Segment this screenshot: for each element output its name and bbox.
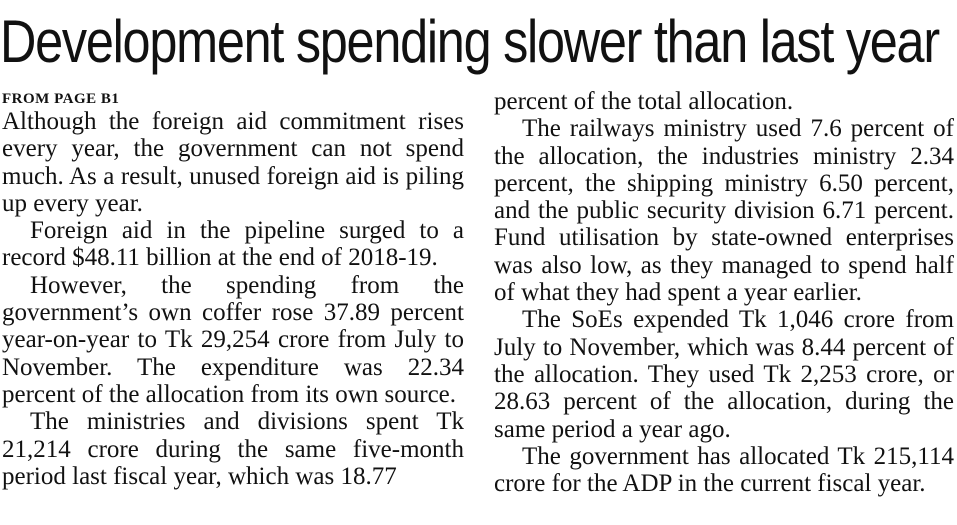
paragraph: Foreign aid in the pipeline surged to a record $48.11 billion at the end of 2018-19.	[2, 217, 464, 272]
headline: Development spending slower than last year	[0, 8, 939, 75]
article-column-right	[494, 90, 954, 497]
paragraph: The SoEs expended Tk 1,046 crore from July to November, which was 8.44 percent of the allocation. They used Tk 2,253 crore, or 28.63 percent of the allocation, during the same period a year ago.	[494, 306, 954, 443]
paragraph: The railways ministry used 7.6 percent of the allocation, the industries ministry 2.34 percent, the shipping ministry 6.50 percent, and the public security division 6.71 percent. Fund utilisation by state-owned enterprises was also low, as they managed to spend half of what they had spent a year earlier.	[494, 115, 954, 307]
paragraph-continued: percent of the total allocation.	[494, 88, 794, 115]
paragraph: The government has allocated Tk 215,114 crore for the ADP in the current fiscal year.	[494, 442, 954, 498]
paragraph: The ministries and divisions spent Tk 21,214 crore during the same five-month period last fiscal year, which was 18.77	[2, 408, 464, 490]
paragraph: Although the foreign aid commitment rises every year, the government can not spend much. As a result, unused foreign aid is piling up every year.	[2, 108, 464, 217]
continuation-kicker: FROM PAGE B1	[2, 91, 120, 107]
paragraph: However, the spending from the government’s own coffer rose 37.89 percent year-on-year to Tk 29,254 crore from July to November. The expenditure was 22.34 percent of the allocation from its own source.	[2, 271, 464, 408]
article-column-left	[2, 90, 464, 490]
